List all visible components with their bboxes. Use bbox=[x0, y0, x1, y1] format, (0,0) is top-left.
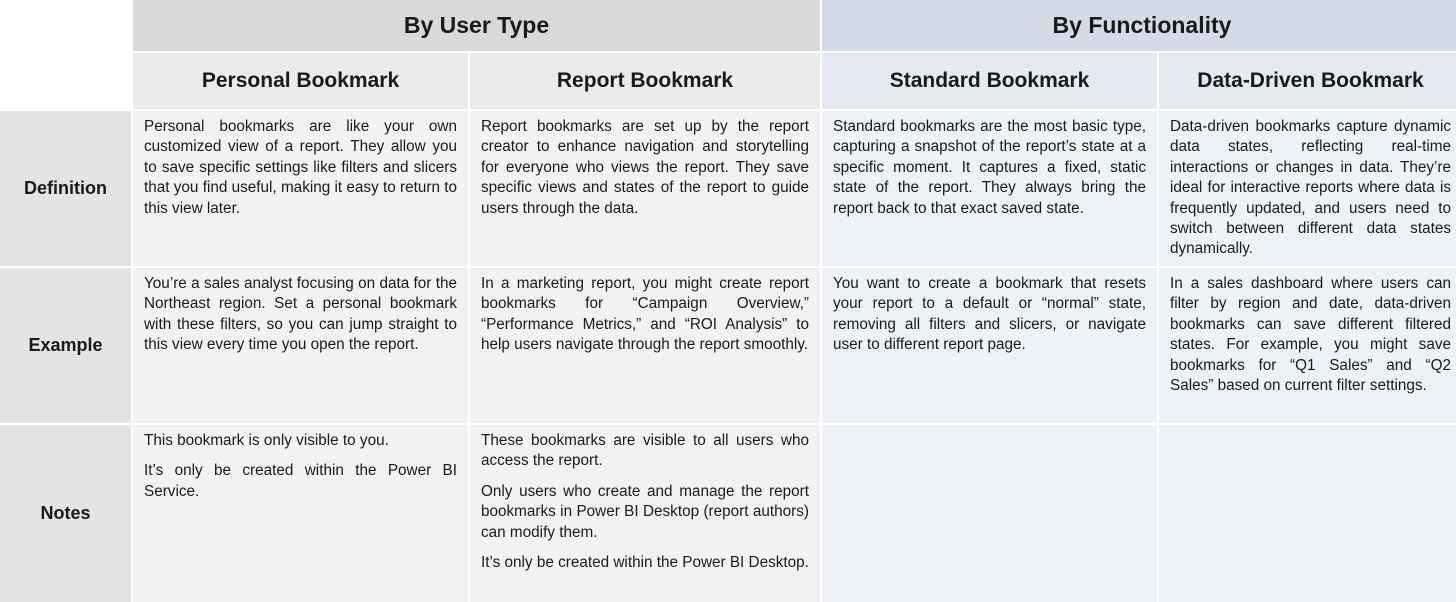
example-data-driven-text: In a sales dashboard where users can filter by region and date, data-driven bookmarks can save different filtered states. For example, you might save bookmarks for “Q1 Sales” and “Q2 Sales” based on current filter settings. bbox=[1170, 275, 1451, 395]
definition-standard bbox=[822, 111, 1157, 266]
definition-report bbox=[470, 111, 820, 266]
definition-personal-text: Personal bookmarks are like your own customized view of a report. They allow you to save specific settings like filters and slicers that you find useful, making it easy to return to this view later. bbox=[144, 118, 457, 217]
example-report-text: In a marketing report, you might create report bookmarks for “Campaign Overview,” “Performance Metrics,” and “ROI Analysis” to help users navigate through the report smoothly. bbox=[481, 275, 809, 354]
example-report bbox=[470, 268, 820, 423]
notes-report-item: Only users who create and manage the report bookmarks in Power BI Desktop (report authors) can modify them. bbox=[481, 482, 809, 541]
example-personal bbox=[133, 268, 468, 423]
notes-standard-empty bbox=[822, 425, 1157, 602]
row-header-example: Example bbox=[0, 268, 131, 423]
row-header-notes: Notes bbox=[0, 425, 131, 602]
column-header-personal: Personal Bookmark bbox=[133, 53, 468, 109]
notes-personal bbox=[133, 425, 468, 602]
example-data-driven bbox=[1159, 268, 1456, 423]
table-corner bbox=[0, 0, 131, 51]
notes-data-driven-empty bbox=[1159, 425, 1456, 602]
table-corner-2 bbox=[0, 53, 131, 109]
notes-report bbox=[470, 425, 820, 602]
example-standard-text: You want to create a bookmark that resets your report to a default or “normal” state, removing all filters and slicers, or navigate user to different report page. bbox=[833, 275, 1146, 354]
example-personal-text: You’re a sales analyst focusing on data for the Northeast region. Set a personal bookmark with these filters, so you can jump straight to this view every time you open the report. bbox=[144, 275, 457, 354]
column-header-report: Report Bookmark bbox=[470, 53, 820, 109]
column-header-data-driven: Data-Driven Bookmark bbox=[1159, 53, 1456, 109]
column-header-standard: Standard Bookmark bbox=[822, 53, 1157, 109]
notes-report-item: It’s only be created within the Power BI Desktop. bbox=[481, 554, 809, 572]
definition-data-driven-text: Data-driven bookmarks capture dynamic data states, reflecting real-time interactions or changes in data. They’re ideal for interactive reports where data is frequently updated, and users need to switch between different data states dynamically. bbox=[1170, 118, 1451, 258]
group-header-functionality: By Functionality bbox=[822, 0, 1456, 51]
notes-personal-item: This bookmark is only visible to you. bbox=[144, 432, 389, 449]
row-header-definition: Definition bbox=[0, 111, 131, 266]
group-header-user-type: By User Type bbox=[133, 0, 820, 51]
definition-standard-text: Standard bookmarks are the most basic type, capturing a snapshot of the report’s state at a specific moment. It captures a fixed, static state of the report. They always bring the report back to that exact saved state. bbox=[833, 118, 1146, 217]
example-standard bbox=[822, 268, 1157, 423]
notes-report-item: These bookmarks are visible to all users who access the report. bbox=[481, 432, 809, 470]
notes-personal-item: It’s only be created within the Power BI Service. bbox=[144, 462, 457, 500]
definition-data-driven bbox=[1159, 111, 1456, 266]
definition-report-text: Report bookmarks are set up by the report creator to enhance navigation and storytelling for everyone who views the report. They save specific views and states of the report to guide users through the data. bbox=[481, 118, 809, 217]
definition-personal bbox=[133, 111, 468, 266]
